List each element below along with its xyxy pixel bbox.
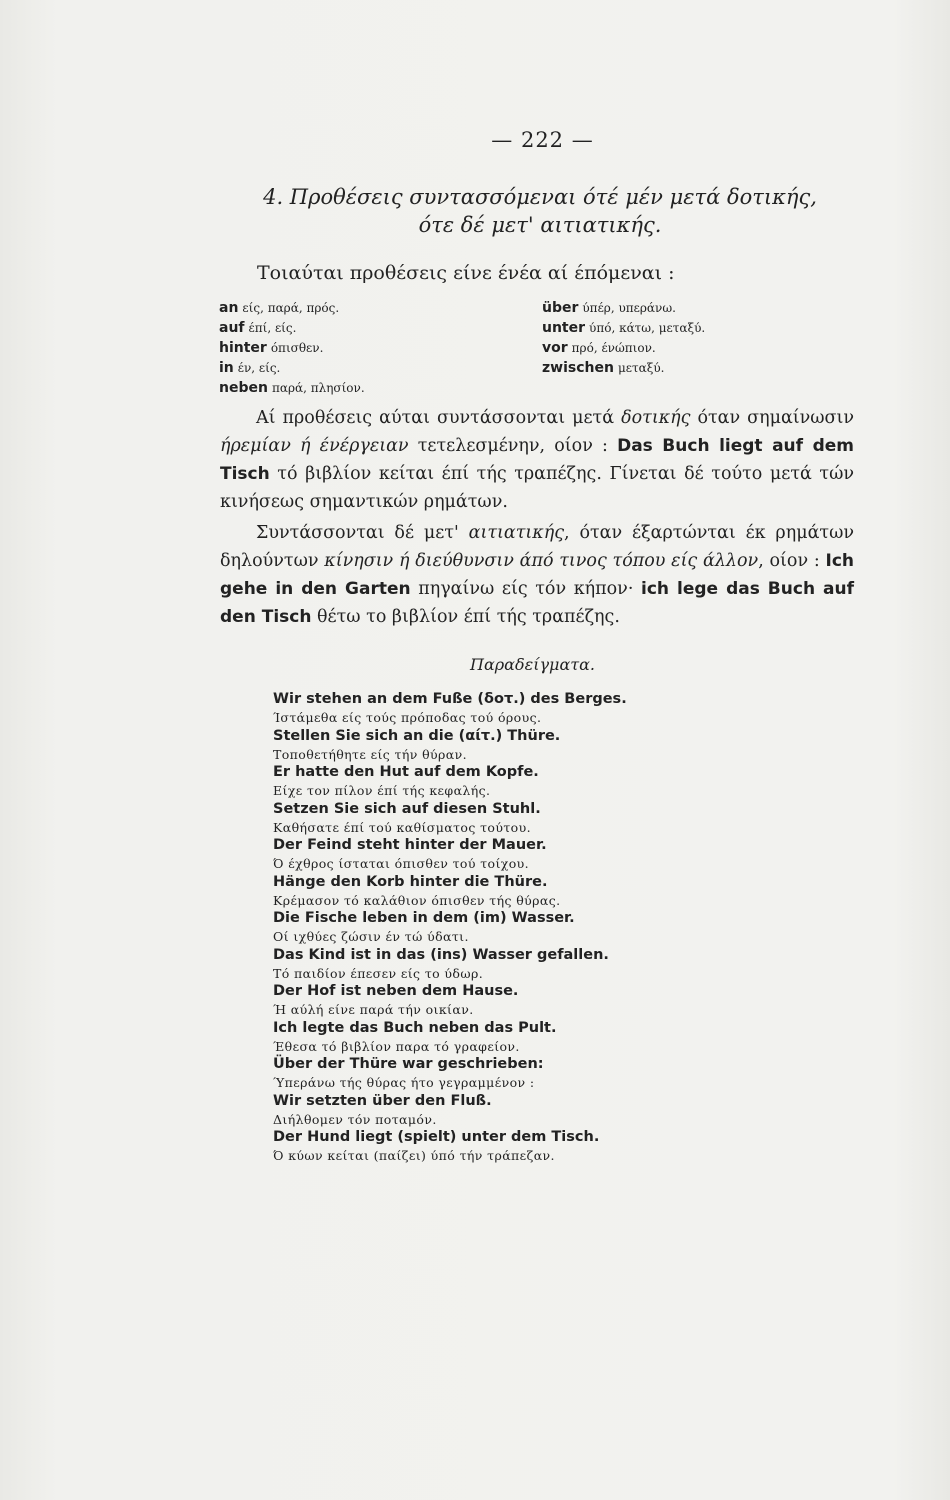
greek-translation: έπί, είς. (248, 321, 297, 335)
example-pair (273, 982, 873, 1019)
example-pair (273, 1092, 873, 1129)
page-number: — 222 — (491, 128, 594, 152)
intro-sentence: Τοιαύται προθέσεις είνε ένέα αί έπόμεναι : (257, 262, 675, 284)
paragraph-text: πηγαίνω είς τόν κήπον· (410, 579, 642, 599)
german-sentence: Die Fische leben in dem (im) Wasser. (273, 910, 575, 926)
preposition-list-right (542, 298, 705, 378)
german-sentence: Stellen Sie sich an die (αίτ.) Thüre. (273, 727, 561, 744)
preposition-item (542, 358, 705, 378)
examples-list (273, 690, 873, 1165)
greek-translation: ύπέρ, υπεράνω. (582, 301, 676, 315)
german-preposition: auf (219, 320, 245, 336)
paragraph-text: , όταν έξαρτώνται έκ ρημάτων δηλούντων (220, 523, 854, 571)
preposition-item (219, 298, 365, 318)
german-example-inline: Ich gehe in den Garten (220, 551, 855, 599)
example-pair (273, 1055, 873, 1092)
greek-sentence: Ίστάμεθα είς τούς πρόποδας τού όρους. (273, 710, 542, 725)
german-preposition: über (542, 300, 579, 316)
german-sentence: Über der Thüre war geschrieben: (273, 1056, 544, 1072)
paragraph-text: Αί προθέσεις αύται συντάσσονται μετά (256, 408, 622, 428)
greek-translation: έν, είς. (237, 361, 281, 375)
greek-sentence: Ύπεράνω τής θύρας ήτο γεγραμμένον : (273, 1075, 535, 1090)
preposition-item (219, 378, 365, 398)
greek-translation: πρό, ένώπιον. (571, 341, 656, 355)
examples-title: Παραδείγματα. (470, 655, 595, 674)
greek-sentence: Ή αύλή είνε παρά τήν οικίαν. (273, 1002, 474, 1017)
german-example-inline: ich lege das Buch auf den Tisch (220, 579, 855, 627)
greek-sentence: Ό έχθρος ίσταται όπισθεν τού τοίχου. (273, 856, 530, 871)
greek-translation: παρά, πλησίον. (271, 381, 365, 395)
german-preposition: an (219, 300, 239, 316)
german-sentence: Ich legte das Buch neben das Pult. (273, 1019, 557, 1036)
paragraph-text: τό βιβλίον κείται έπί τής τραπέζης. Γίνεται δέ τούτο μετά τών κινήσεως σημαντικών ρημάτων. (220, 464, 854, 512)
greek-translation: ύπό, κάτω, μεταξύ. (589, 321, 706, 335)
preposition-item (542, 338, 705, 358)
greek-translation: όπισθεν. (270, 341, 324, 355)
paragraph-italic-term: αιτιατικής (468, 523, 565, 543)
greek-sentence: Οί ιχθύες ζώσιν έν τώ ύδατι. (273, 929, 469, 944)
paragraph-italic-term: δοτικής (621, 408, 691, 428)
german-sentence: Der Feind steht hinter der Mauer. (273, 837, 547, 853)
example-pair (273, 836, 873, 873)
german-preposition: vor (542, 340, 568, 356)
greek-sentence: Καθήσατε έπί τού καθίσματος τούτου. (273, 819, 531, 835)
preposition-list-left (219, 298, 365, 398)
greek-sentence: Τό παιδίον έπεσεν είς το ύδωρ. (273, 965, 484, 981)
paragraph-text: Συντάσσονται δέ μετ' (256, 523, 469, 543)
german-sentence: Wir stehen an dem Fuße (δοτ.) des Berges. (273, 691, 627, 707)
greek-sentence: Είχε τον πίλον έπί τής κεφαλής. (273, 783, 491, 798)
german-preposition: in (219, 360, 234, 376)
german-sentence: Das Kind ist in das (ins) Wasser gefallen. (273, 946, 609, 963)
paragraph-text: όταν σημαίνωσιν (690, 408, 854, 428)
german-preposition: zwischen (542, 360, 614, 376)
greek-sentence: Διήλθομεν τόν ποταμόν. (273, 1111, 437, 1127)
example-pair (273, 690, 873, 727)
paragraph-text: , οίον : (758, 551, 826, 571)
german-preposition: unter (542, 320, 586, 336)
german-preposition: neben (219, 380, 268, 396)
example-pair (273, 873, 873, 910)
german-sentence: Er hatte den Hut auf dem Kopfe. (273, 764, 539, 780)
preposition-item (219, 358, 365, 378)
paragraph-text: θέτω το βιβλίον έπί τής τραπέζης. (311, 607, 620, 627)
german-example-inline: Das Buch liegt auf dem Tisch (220, 436, 854, 484)
paragraph-italic-term: ήρεμίαν ή ένέργειαν (220, 436, 409, 456)
greek-sentence: Κρέμασον τό καλάθιον όπισθεν τής θύρας. (273, 892, 561, 908)
paragraph-dative-usage (220, 404, 854, 516)
preposition-item (219, 338, 365, 358)
greek-sentence: Έθεσα τό βιβλίον παρα τό γραφείον. (273, 1038, 520, 1054)
german-sentence: Hänge den Korb hinter die Thüre. (273, 873, 548, 890)
preposition-item (542, 318, 705, 338)
example-pair (273, 946, 873, 983)
paragraph-accusative-usage (220, 519, 854, 631)
german-sentence: Setzen Sie sich auf diesen Stuhl. (273, 800, 541, 817)
section-heading (210, 183, 870, 239)
german-preposition: hinter (219, 340, 267, 356)
greek-translation: είς, παρά, πρός. (242, 301, 340, 315)
german-sentence: Der Hof ist neben dem Hause. (273, 983, 519, 999)
example-pair (273, 1128, 873, 1165)
example-pair (273, 763, 873, 800)
preposition-item (219, 318, 365, 338)
example-pair (273, 909, 873, 946)
paragraph-text: τετελεσμένην, οίον : (408, 436, 618, 456)
german-sentence: Wir setzten über den Fluß. (273, 1092, 492, 1109)
example-pair (273, 727, 873, 764)
paragraph-italic-term: κίνησιν ή διεύθυνσιν άπό τινος τόπου είς άλλον (324, 551, 759, 571)
section-heading-line-1: 4. Προθέσεις συντασσόμεναι ότέ μέν μετά δοτικής, (263, 185, 817, 209)
preposition-item (542, 298, 705, 318)
greek-sentence: Ό κύων κείται (παίζει) ύπό τήν τράπεζαν. (273, 1148, 555, 1163)
section-heading-line-2: ότε δέ μετ' αιτιατικής. (418, 213, 662, 237)
greek-sentence: Τοποθετήθητε είς τήν θύραν. (273, 746, 468, 762)
german-sentence: Der Hund liegt (spielt) unter dem Tisch. (273, 1129, 600, 1145)
greek-translation: μεταξύ. (617, 361, 665, 375)
example-pair (273, 1019, 873, 1056)
example-pair (273, 800, 873, 837)
